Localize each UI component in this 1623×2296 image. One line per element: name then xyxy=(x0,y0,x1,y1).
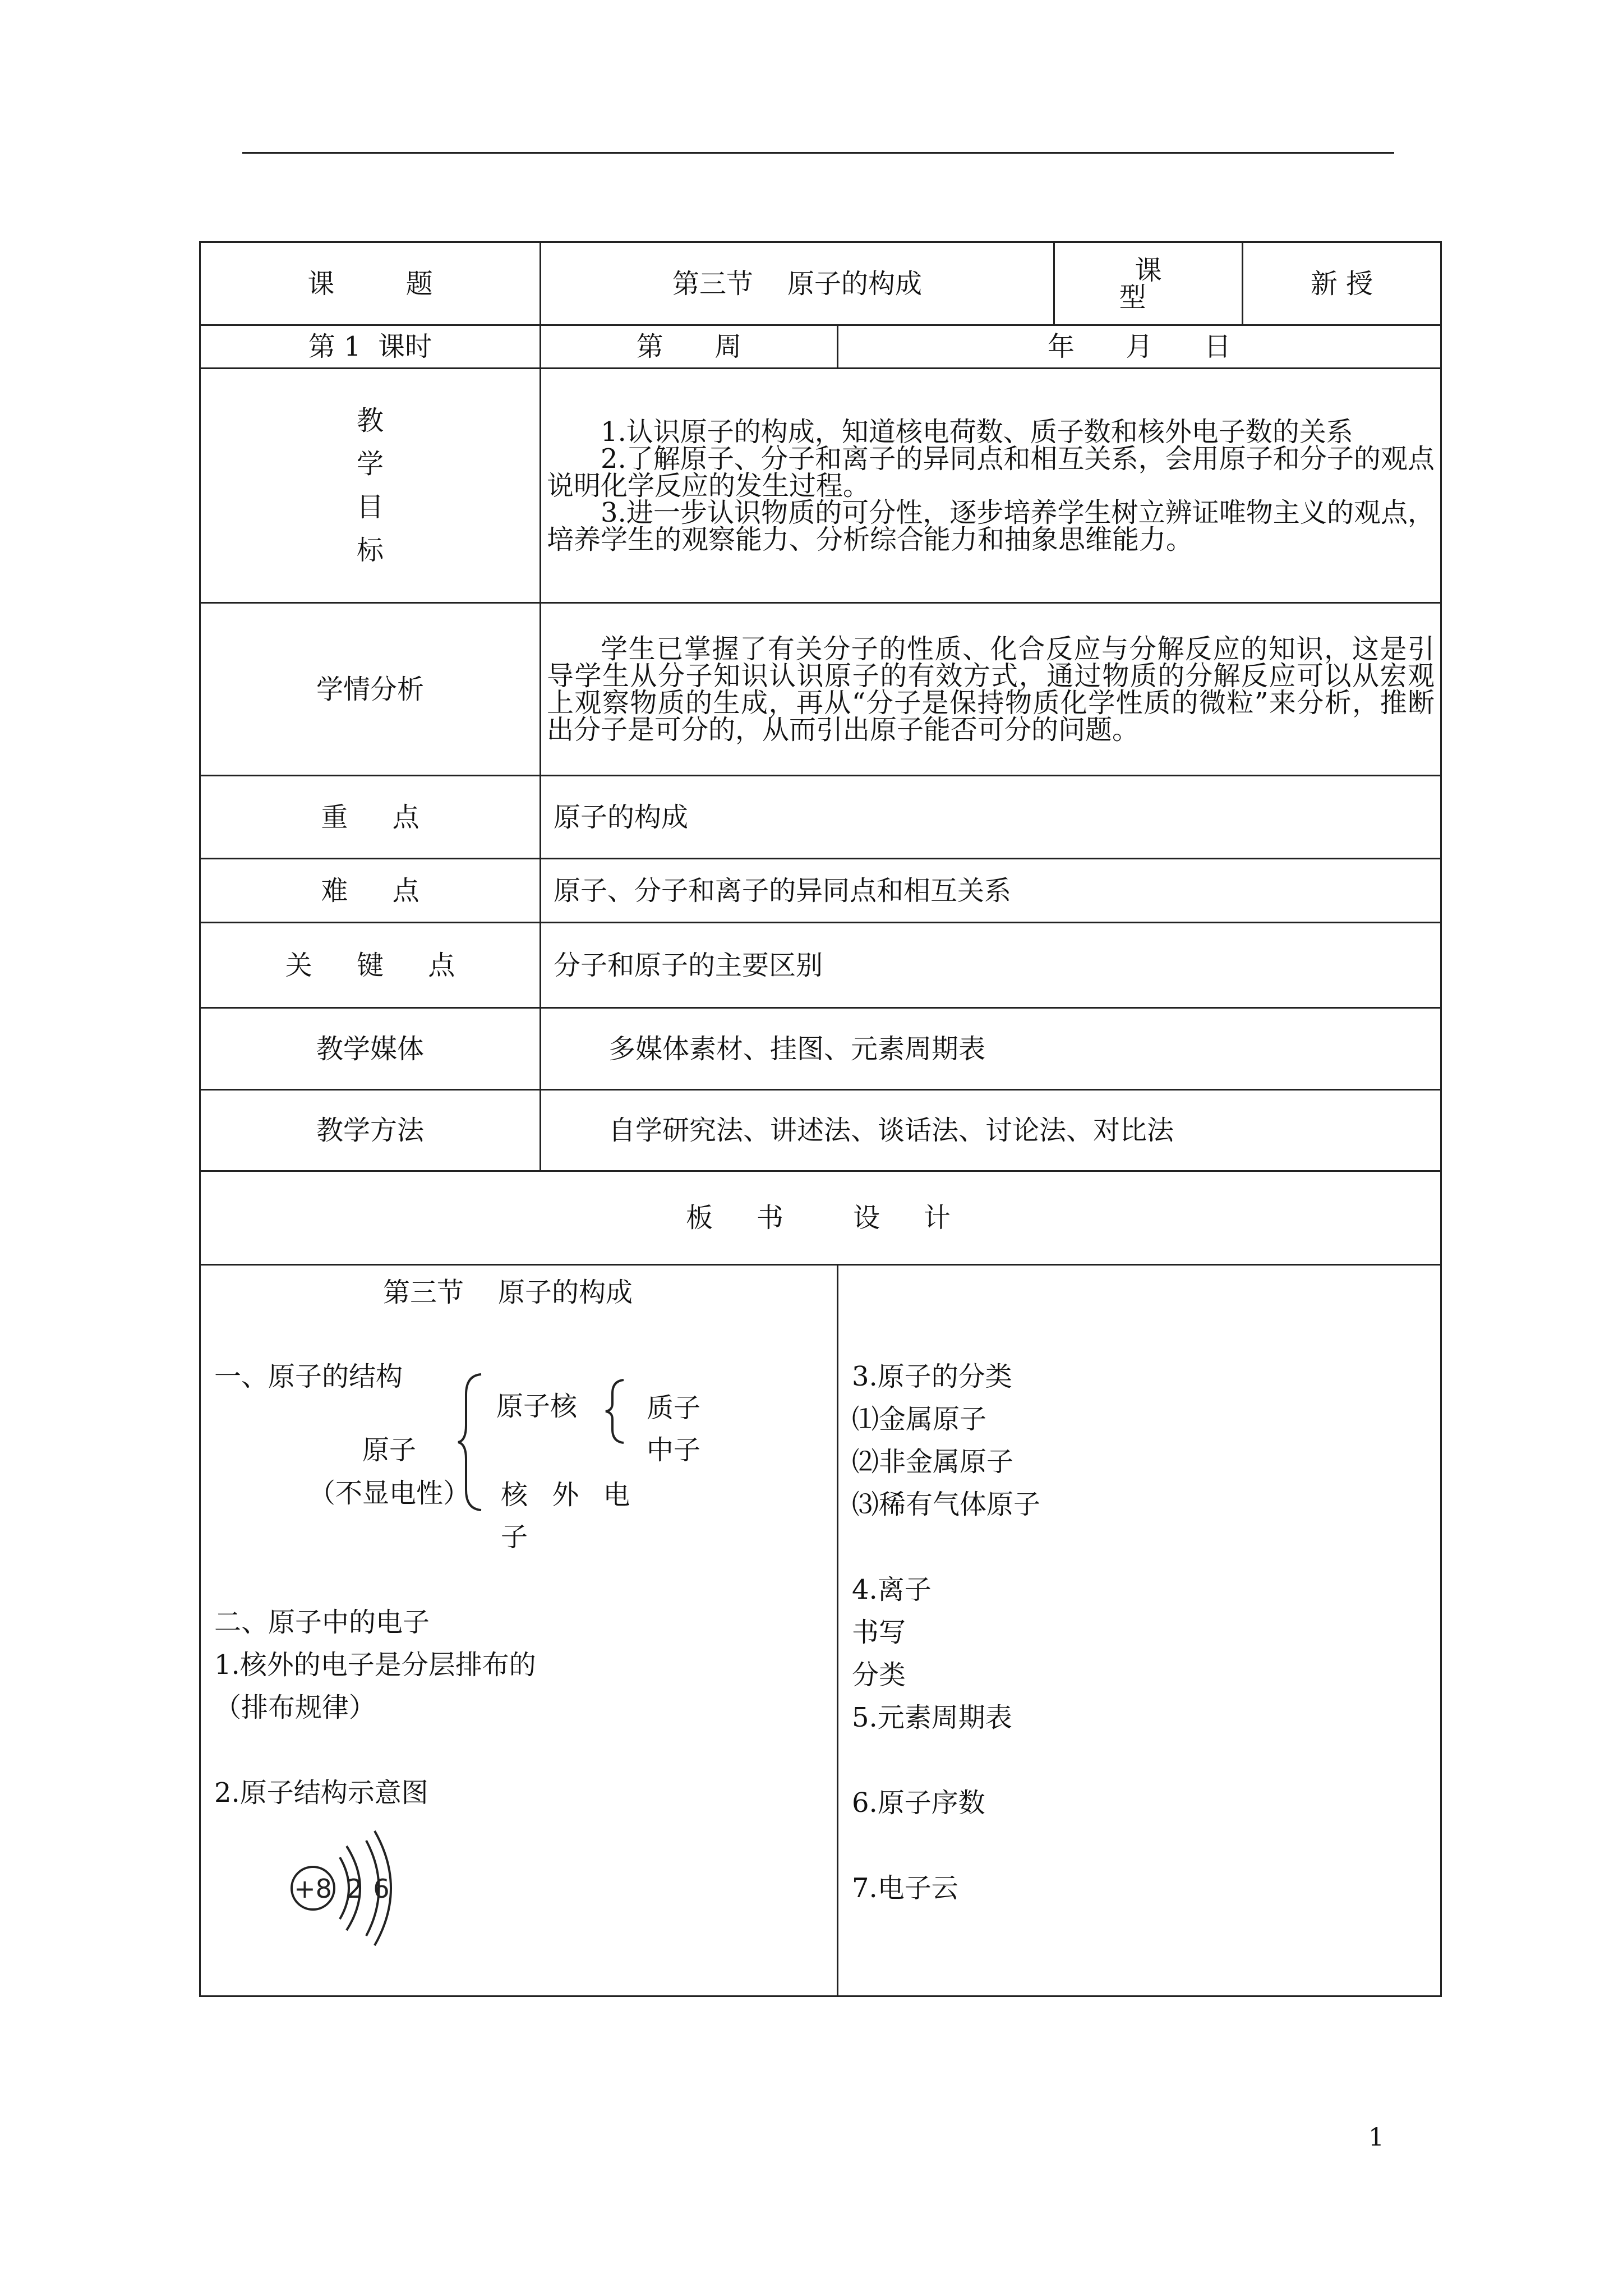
row-media xyxy=(200,1008,1441,1090)
periodic-table: 5.元素周期表 xyxy=(852,1702,1012,1733)
electron-item-2: 2.原子结构示意图 xyxy=(214,1777,428,1809)
lesson-plan-table xyxy=(199,241,1442,1997)
board-title: 第三节 原子的构成 xyxy=(383,1277,633,1308)
section-electrons: 二、原子中的电子 xyxy=(214,1607,430,1638)
methods-label: 教学方法 xyxy=(316,1115,424,1146)
objectives-label-char: 目 xyxy=(356,491,384,523)
ion-heading: 4.离子 xyxy=(852,1574,932,1605)
type-label: 课 型 xyxy=(1119,254,1193,313)
row-difficulty xyxy=(200,859,1441,923)
row-key-point xyxy=(200,776,1441,859)
methods-value-cell xyxy=(541,1090,1441,1171)
analysis-label-cell xyxy=(200,603,541,776)
row-board-content xyxy=(200,1265,1441,1996)
week-text: 第 周 xyxy=(636,331,742,362)
outer-electron-label: 核 外 电 xyxy=(501,1479,638,1511)
section-atom-structure: 一、原子的结构 xyxy=(214,1361,403,1392)
difficulty-label-cell xyxy=(200,859,541,923)
analysis-content xyxy=(541,603,1441,776)
objectives-label-char: 标 xyxy=(356,534,384,566)
week-cell xyxy=(541,325,838,369)
noble-gas-atom: ⑶稀有气体原子 xyxy=(852,1489,1041,1520)
objective-item: 3.进一步认识物质的可分性，逐步培养学生树立辨证唯物主义的观点，培养学生的观察能力、分析综合能力和抽象思维能力。 xyxy=(547,496,1435,555)
media-value-cell xyxy=(541,1008,1441,1090)
board-heading-cell xyxy=(200,1171,1441,1265)
objectives-label-char: 教 xyxy=(356,404,384,436)
difficulty-value: 原子、分子和离子的异同点和相互关系 xyxy=(554,875,1012,907)
row-analysis xyxy=(200,603,1441,776)
diagram-nucleus-charge: +8 xyxy=(294,1874,332,1904)
row-board-heading xyxy=(200,1171,1441,1265)
objectives-label-cell xyxy=(200,369,541,603)
row-methods xyxy=(200,1090,1441,1171)
methods-label-cell xyxy=(200,1090,541,1171)
proton-label: 质子 xyxy=(647,1392,701,1424)
critical-point-label-cell xyxy=(200,923,541,1008)
objective-item: 1.认识原子的构成，知道核电荷数、质子数和核外电子数的关系 xyxy=(601,416,1353,448)
atom-classification: 3.原子的分类 xyxy=(852,1361,1012,1392)
outer-electron-label-cont: 子 xyxy=(501,1521,528,1553)
period-cell xyxy=(200,325,541,369)
media-value: 多媒体素材、挂图、元素周期表 xyxy=(608,1033,986,1065)
nonmetal-atom: ⑵非金属原子 xyxy=(852,1446,1014,1478)
topic-value-cell xyxy=(541,242,1054,325)
objectives-label xyxy=(357,399,384,572)
objectives-label-char: 学 xyxy=(356,448,384,480)
critical-point-value-cell xyxy=(541,923,1441,1008)
diagram-shell-1-count: 2 xyxy=(346,1874,363,1904)
metal-atom: ⑴金属原子 xyxy=(852,1404,987,1435)
media-label-cell xyxy=(200,1008,541,1090)
ion-classification: 分类 xyxy=(852,1659,906,1691)
page-number: 1 xyxy=(1368,2123,1384,2152)
date-text: 年 月 日 xyxy=(1047,331,1232,362)
media-label: 教学媒体 xyxy=(316,1033,424,1065)
row-topic xyxy=(200,242,1441,325)
key-point-value-cell xyxy=(541,776,1441,859)
critical-point-label: 关 键 点 xyxy=(285,949,473,981)
row-period xyxy=(200,325,1441,369)
difficulty-value-cell xyxy=(541,859,1441,923)
ion-writing: 书写 xyxy=(852,1617,906,1648)
type-value: 新 授 xyxy=(1310,268,1373,300)
atom-structure-diagram xyxy=(279,1826,425,1955)
board-left-cell xyxy=(200,1265,838,1996)
neutral-note: （不显电性） xyxy=(308,1478,471,1509)
atomic-number: 6.原子序数 xyxy=(852,1787,985,1819)
row-objectives xyxy=(200,369,1441,603)
methods-value: 自学研究法、讲述法、谈话法、讨论法、对比法 xyxy=(608,1115,1174,1146)
key-point-label: 重 点 xyxy=(321,801,437,833)
electron-cloud: 7.电子云 xyxy=(852,1872,958,1904)
nucleus-label: 原子核 xyxy=(496,1391,578,1422)
analysis-label: 学情分析 xyxy=(316,673,424,705)
board-left-panel xyxy=(201,1266,837,1995)
key-point-label-cell xyxy=(200,776,541,859)
small-brace-icon xyxy=(603,1378,626,1445)
neutron-label: 中子 xyxy=(647,1434,701,1466)
board-right-cell xyxy=(838,1265,1441,1996)
row-critical-point xyxy=(200,923,1441,1008)
date-cell xyxy=(838,325,1441,369)
board-heading: 板 书 设 计 xyxy=(686,1202,955,1234)
objectives-content xyxy=(541,369,1441,603)
period-text: 第 1 课时 xyxy=(308,331,432,362)
diagram-shell-2-count: 6 xyxy=(373,1874,390,1904)
difficulty-label: 难 点 xyxy=(321,875,437,907)
type-label-cell xyxy=(1054,242,1243,325)
critical-point-value: 分子和原子的主要区别 xyxy=(554,949,823,981)
objective-item: 2.了解原子、分子和离子的异同点和相互关系，会用原子和分子的观点说明化学反应的发生过程。 xyxy=(547,443,1435,501)
header-rule xyxy=(242,152,1394,154)
atom-label: 原子 xyxy=(362,1434,417,1466)
topic-value: 第三节 原子的构成 xyxy=(672,268,923,300)
topic-label: 课 题 xyxy=(307,268,464,300)
analysis-text: 学生已掌握了有关分子的性质、化合反应与分解反应的知识，这是引导学生从分子知识认识原子的有效方式，通过物质的分解反应可以从宏观上观察物质的生成，再从“分子是保持物质化学性质的微粒”来分析，推断出分子是可分的，从而引出原子能否可分的问题。 xyxy=(547,633,1435,746)
key-point-value: 原子的构成 xyxy=(554,801,689,833)
board-right-panel xyxy=(838,1266,1440,1995)
electron-item-1-note: （排布规律） xyxy=(214,1692,376,1723)
type-value-cell xyxy=(1243,242,1441,325)
electron-item-1: 1.核外的电子是分层排布的 xyxy=(214,1649,536,1681)
topic-label-cell xyxy=(200,242,541,325)
